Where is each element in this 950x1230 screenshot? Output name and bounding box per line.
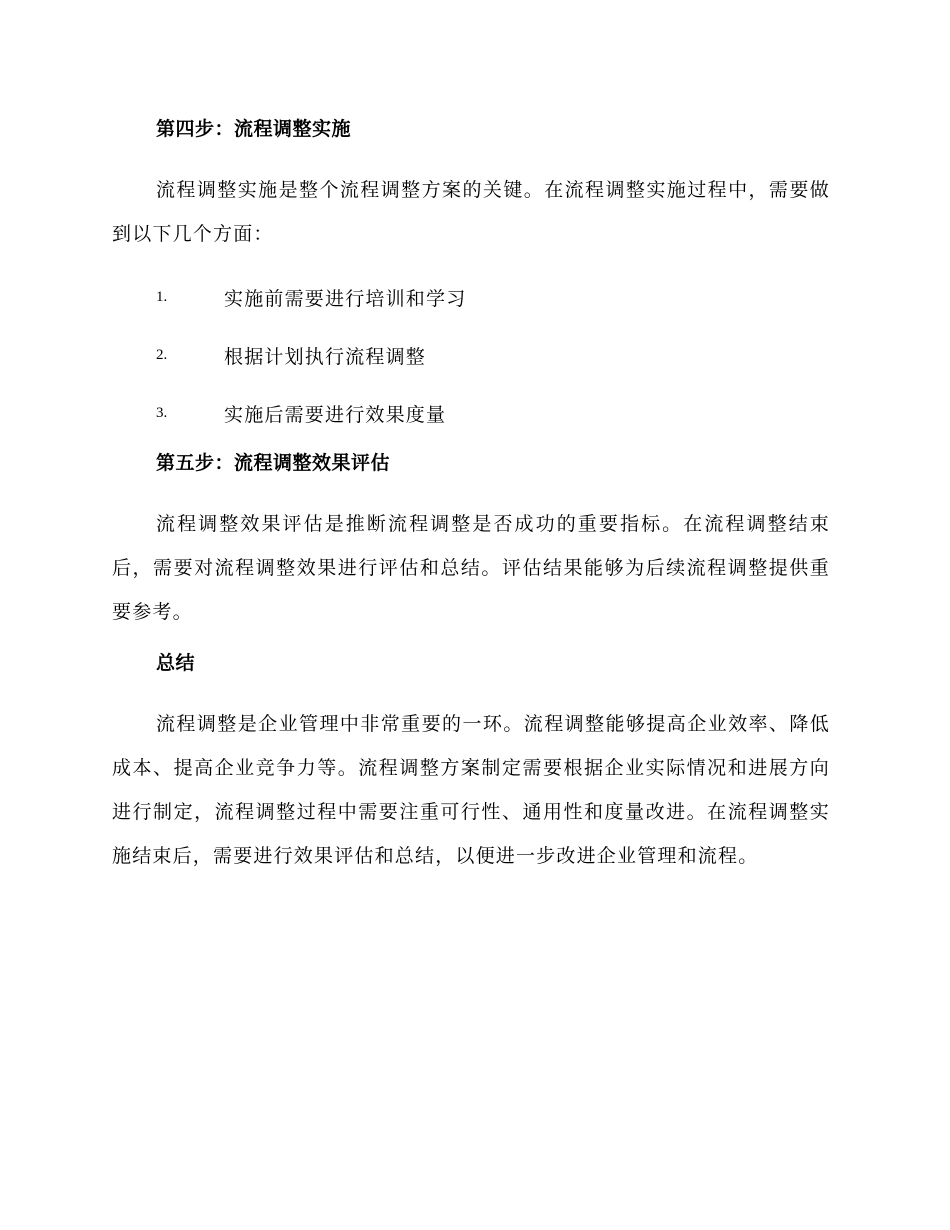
list-item-number: 3. xyxy=(156,404,168,421)
list-item-text: 实施前需要进行培训和学习 xyxy=(224,287,467,310)
section-heading: 总结 xyxy=(156,652,196,674)
section-step-five xyxy=(112,446,830,634)
list-item xyxy=(112,384,830,442)
list-item-number: 1. xyxy=(156,288,168,305)
list-item xyxy=(112,268,830,326)
document-body xyxy=(112,112,830,890)
section-paragraph: 流程调整实施是整个流程调整方案的关键。在流程调整实施过程中，需要做到以下几个方面： xyxy=(112,179,830,245)
section-heading: 第五步：流程调整效果评估 xyxy=(156,452,391,474)
section-paragraph: 流程调整效果评估是推断流程调整是否成功的重要指标。在流程调整结束后，需要对流程调整效果进行评估和总结。评估结果能够为后续流程调整提供重要参考。 xyxy=(112,513,830,623)
section-summary xyxy=(112,646,830,878)
numbered-list xyxy=(112,268,830,442)
list-item-number: 2. xyxy=(156,346,168,363)
section-step-four xyxy=(112,112,830,442)
section-paragraph: 流程调整是企业管理中非常重要的一环。流程调整能够提高企业效率、降低成本、提高企业竞争力等。流程调整方案制定需要根据企业实际情况和进展方向进行制定，流程调整过程中需要注重可行性、通用性和度量改进。在流程调整实施结束后，需要进行效果评估和总结，以便进一步改进企业管理和流程。 xyxy=(112,713,830,867)
list-item-text: 实施后需要进行效果度量 xyxy=(224,403,447,426)
section-heading: 第四步：流程调整实施 xyxy=(156,118,352,140)
list-item-text: 根据计划执行流程调整 xyxy=(224,345,427,368)
list-item xyxy=(112,326,830,384)
